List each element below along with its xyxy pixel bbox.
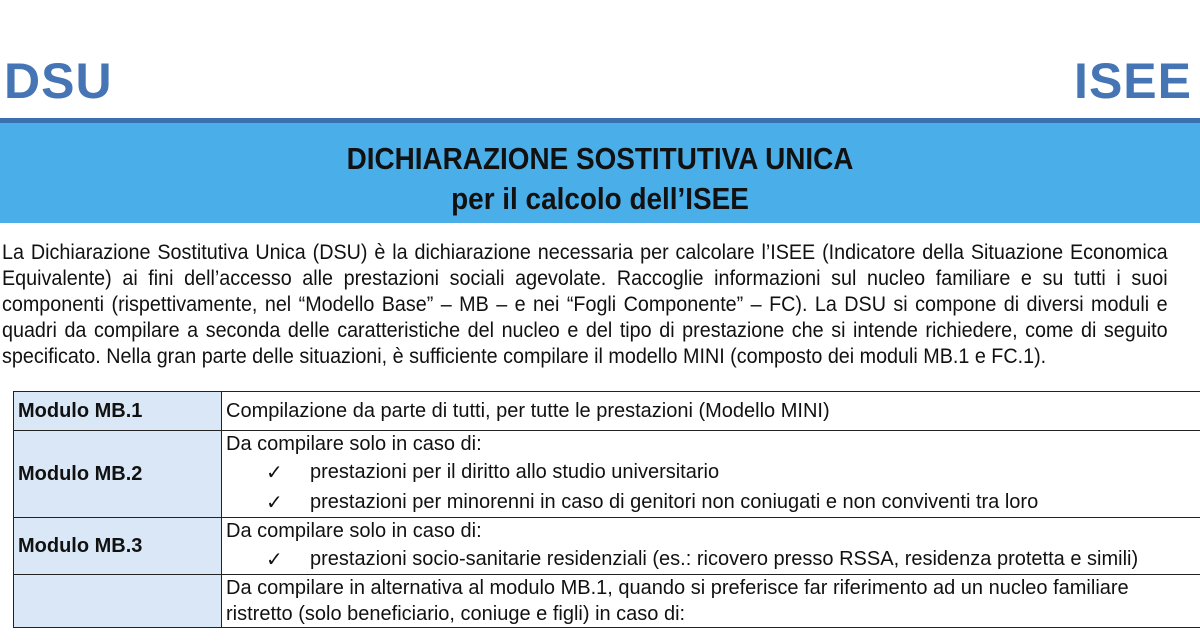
intro-line: Equivalente) ai fini dell’accesso alle prestazioni sociali agevolate. Raccoglie informazioni sul nucleo familiare e su tutti i suoi <box>2 267 1168 290</box>
intro-line: componenti (rispettivamente, nel “Modello Base” – MB – e nei “Fogli Componente” – FC). La DSU si compone di diversi moduli e <box>2 293 1168 316</box>
description-line: Da compilare solo in caso di: <box>226 433 482 455</box>
module-description <box>222 518 1200 575</box>
module-name <box>14 575 222 628</box>
bullet-item <box>226 544 1200 574</box>
page-subtitle: per il calcolo dell’ISEE <box>451 181 749 216</box>
description-line: Da compilare solo in caso di: <box>226 520 482 542</box>
bullet-item <box>226 487 1200 517</box>
table-row <box>14 392 1200 431</box>
description-line: Da compilare in alternativa al modulo MB.1, quando si preferisce far riferimento ad un nucleo familiare <box>226 577 1129 599</box>
module-description <box>222 392 1200 431</box>
modules-table <box>13 391 1200 628</box>
module-description <box>222 575 1200 628</box>
page-title: DICHIARAZIONE SOSTITUTIVA UNICA <box>346 141 854 176</box>
isee-logo: ISEE <box>1074 53 1192 109</box>
intro-line: specificato. Nella gran parte delle situazioni, è sufficiente compilare il modello MINI (composto dei moduli MB.1 e FC.1). <box>2 345 1047 368</box>
intro-line: La Dichiarazione Sostitutiva Unica (DSU) è la dichiarazione necessaria per calcolare l’ISEE (Indicatore della Situazione Economica <box>2 241 1168 264</box>
table-row <box>14 518 1200 575</box>
bullet-text: prestazioni per il diritto allo studio universitario <box>310 460 720 483</box>
bullet-text: prestazioni per minorenni in caso di genitori non coniugati e non conviventi tra loro <box>310 490 1039 513</box>
checkmark-icon: ✓ <box>266 461 283 484</box>
intro-paragraph <box>2 240 1168 370</box>
module-name: Modulo MB.2 <box>14 431 222 518</box>
title-banner <box>0 123 1200 223</box>
table-row <box>14 431 1200 518</box>
module-name: Modulo MB.1 <box>14 392 222 431</box>
bullet-text: prestazioni socio-sanitarie residenziali (es.: ricovero presso RSSA, residenza protetta e simili) <box>310 547 1139 570</box>
description-line: Compilazione da parte di tutti, per tutte le prestazioni (Modello MINI) <box>226 400 830 422</box>
description-line: ristretto (solo beneficiario, coniuge e figli) in caso di: <box>226 603 686 625</box>
intro-line: quadri da compilare a seconda delle caratteristiche del nucleo e del tipo di prestazione che si intende richiedere, come di seguito <box>2 319 1168 342</box>
table-row <box>14 575 1200 628</box>
bullet-item <box>226 457 1200 487</box>
checkmark-icon: ✓ <box>266 548 283 571</box>
dsu-logo: DSU <box>4 53 113 109</box>
module-description <box>222 431 1200 518</box>
checkmark-icon: ✓ <box>266 491 283 514</box>
module-name: Modulo MB.3 <box>14 518 222 575</box>
